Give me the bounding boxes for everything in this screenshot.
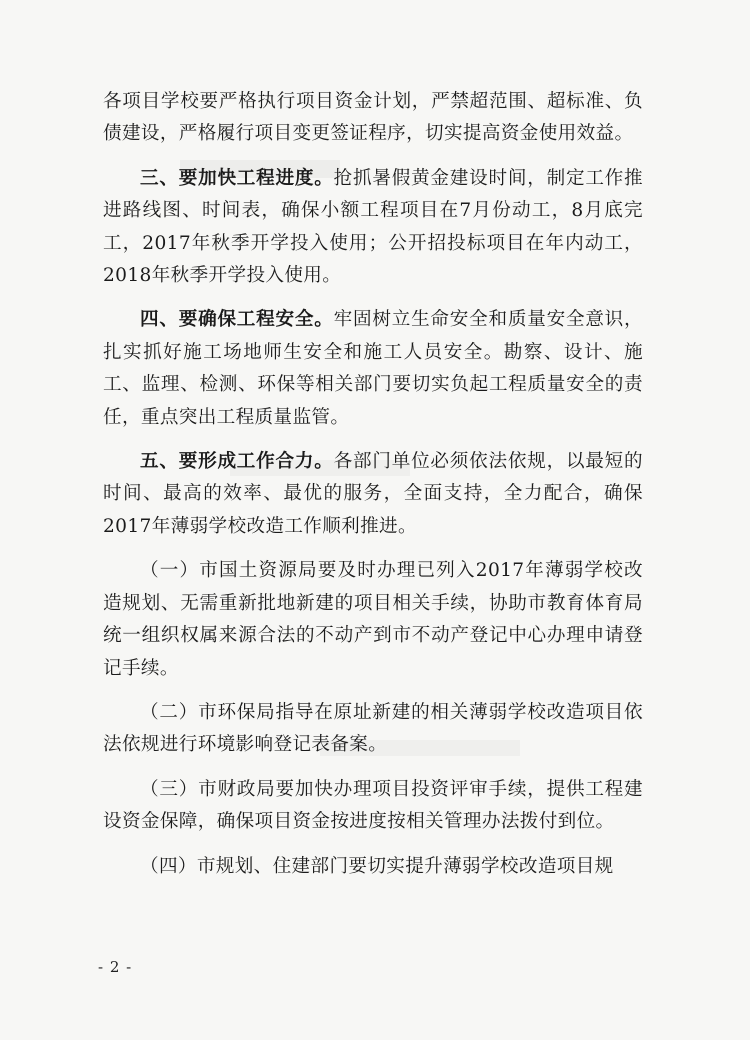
section-heading: 四、要确保工程安全。 [140,309,334,331]
paragraph-text: 各项目学校要严格执行项目资金计划，严禁超范围、超标准、负债建设，严格履行项目变更签证程序，切实提高资金使用效益。 [103,91,643,145]
paragraph-text: （二）市环保局指导在原址新建的相关薄弱学校改造项目依法依规进行环境影响登记表备案。 [103,701,643,756]
paragraph-text: （四）市规划、住建部门要切实提升薄弱学校改造项目规 [140,855,614,877]
paragraph-text: 牢固树立生命安全和质量安全意识，扎实抓好施工场地师生安全和施工人员安全。勘察、设计、施工、监理、检测、环保等相关部门要切实负起工程质量安全的责任，重点突出工程质量监管。 [103,309,643,428]
paragraph-item-2 [103,697,643,762]
paragraph-section-5 [103,446,643,543]
paragraph-section-3 [103,163,643,293]
paragraph-text: （一）市国土资源局要及时办理已列入2017年薄弱学校改造规划、无需重新批地新建的项目相关手续，协助市教育体育局统一组织权属来源合法的不动产到市不动产登记中心办理申请登记手续。 [103,560,643,679]
section-heading: 三、要加快工程进度。 [140,167,334,189]
page-number: - 2 - [98,958,133,976]
paragraph-text: 抢抓暑假黄金建设时间，制定工作推进路线图、时间表，确保小额工程项目在7月份动工，8月底完工，2017年秋季开学投入使用；公开招投标项目在年内动工，2018年秋季开学投入使用。 [103,167,643,287]
document-body [103,86,643,895]
section-heading: 五、要形成工作合力。 [140,451,334,473]
paragraph-item-3 [103,774,643,839]
paragraph-item-4 [103,851,643,883]
paragraph-item-1 [103,555,643,685]
paragraph-section-4 [103,304,643,434]
paragraph-text: 各部门单位必须依法依规，以最短的时间、最高的效率、最优的服务，全面支持，全力配合，确保2017年薄弱学校改造工作顺利推进。 [103,451,643,537]
paragraph-funds-usage [103,86,643,151]
paragraph-text: （三）市财政局要加快办理项目投资评审手续，提供工程建设资金保障，确保项目资金按进度按相关管理办法拨付到位。 [103,778,643,833]
